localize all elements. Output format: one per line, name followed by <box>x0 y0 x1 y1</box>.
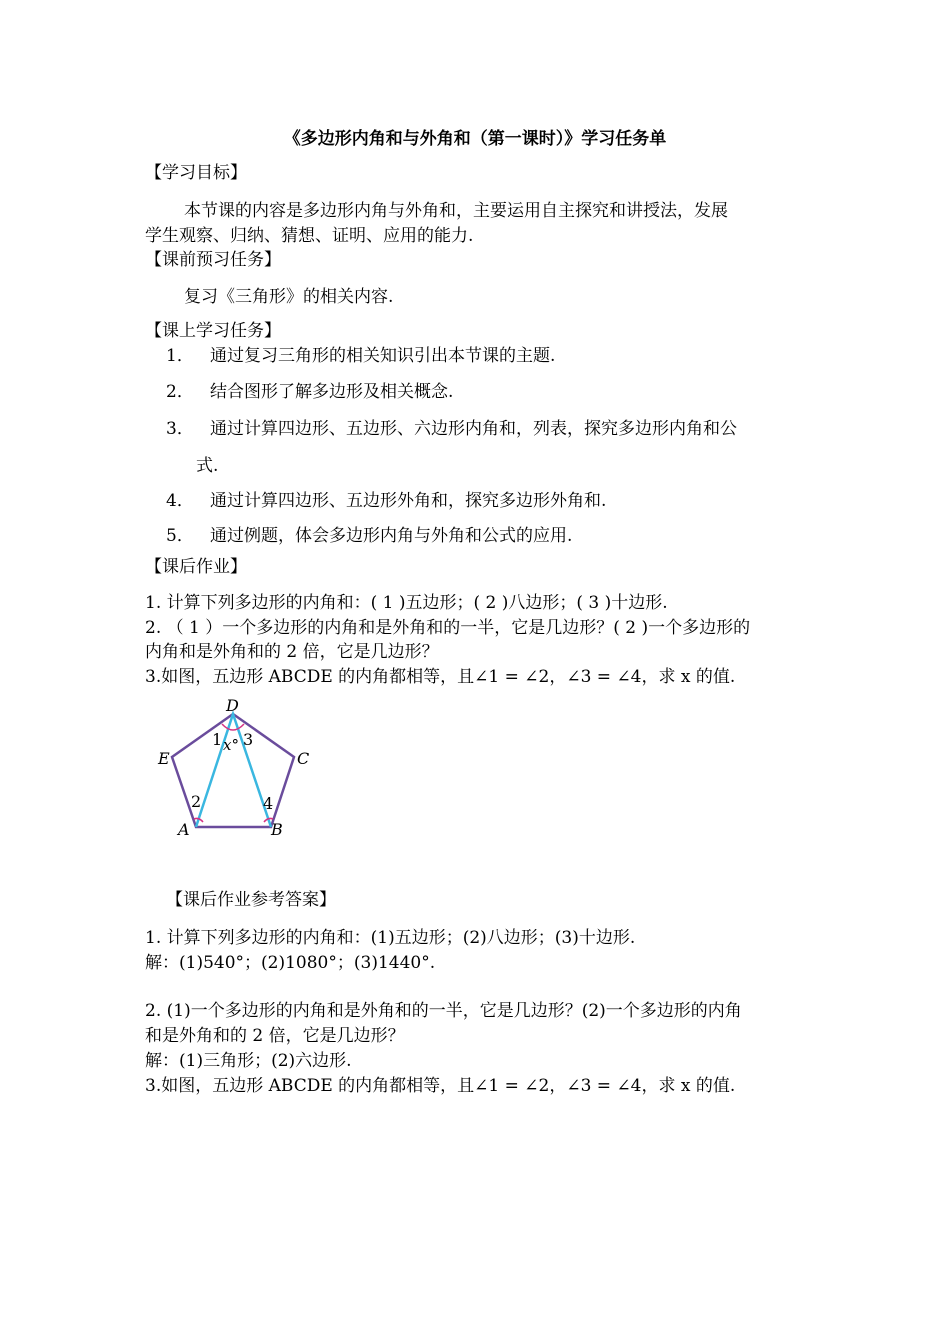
answers-heading: 【课后作业参考答案】 <box>166 890 336 910</box>
homework-heading: 【课后作业】 <box>145 557 247 577</box>
homework-q1: 1. 计算下列多边形的内角和：( 1 )五边形；( 2 )八边形；( 3 )十边形. <box>145 593 668 613</box>
vertex-label-d: D <box>226 696 239 715</box>
answers-q2-line1: 2. (1)一个多边形的内角和是外角和的一半，它是几边形？(2)一个多边形的内角 <box>145 1001 742 1021</box>
angle-label-3: 3 <box>243 730 254 749</box>
item-number: 2． <box>166 382 194 402</box>
item-text: 通过例题，体会多边形内角与外角和公式的应用. <box>210 526 573 546</box>
inclass-item-4 <box>166 490 606 512</box>
answers-a1: 解：(1)540°；(2)1080°；(3)1440°. <box>145 953 436 973</box>
preview-heading: 【课前预习任务】 <box>145 250 281 270</box>
preview-text: 复习《三角形》的相关内容. <box>184 287 394 307</box>
goal-text-line1: 本节课的内容是多边形内角与外角和，主要运用自主探究和讲授法，发展 <box>184 201 728 221</box>
inclass-item-3-continued: 式. <box>196 456 219 476</box>
answers-a2: 解：(1)三角形；(2)六边形. <box>145 1051 352 1071</box>
angle-label-4: 4 <box>263 794 274 813</box>
homework-q2-line2: 内角和是外角和的 2 倍，它是几边形？ <box>145 642 439 662</box>
item-text: 通过计算四边形、五边形、六边形内角和，列表，探究多边形内角和公 <box>210 419 737 439</box>
item-number: 1． <box>166 346 194 366</box>
item-text: 结合图形了解多边形及相关概念. <box>210 382 454 402</box>
vertex-label-b: B <box>271 820 283 839</box>
document-title: 《多边形内角和与外角和（第一课时）》学习任务单 <box>283 129 667 149</box>
inclass-item-2 <box>166 381 453 403</box>
item-number: 4． <box>166 491 194 511</box>
vertex-label-a: A <box>178 820 190 839</box>
answers-q3: 3.如图，五边形 ABCDE 的内角都相等，且∠1 = ∠2，∠3 = ∠4，求 x 的值. <box>145 1076 736 1096</box>
answers-q1: 1. 计算下列多边形的内角和：(1)五边形；(2)八边形；(3)十边形. <box>145 928 636 948</box>
homework-q2-line1: 2. （ 1 ）一个多边形的内角和是外角和的一半，它是几边形？( 2 )一个多边形的 <box>145 618 751 638</box>
item-number: 5． <box>166 526 194 546</box>
answers-q2-line2: 和是外角和的 2 倍，它是几边形？ <box>145 1026 405 1046</box>
goal-text-line2: 学生观察、归纳、猜想、证明、应用的能力. <box>145 226 474 246</box>
item-text: 通过复习三角形的相关知识引出本节课的主题. <box>210 346 556 366</box>
inclass-item-1 <box>166 345 555 367</box>
inclass-heading: 【课上学习任务】 <box>145 321 281 341</box>
goal-heading: 【学习目标】 <box>145 163 247 183</box>
homework-q3: 3.如图，五边形 ABCDE 的内角都相等，且∠1 = ∠2，∠3 = ∠4，求 x 的值. <box>145 667 736 687</box>
inclass-item-5 <box>166 525 572 547</box>
angle-label-2: 2 <box>191 792 202 811</box>
angle-arc-d <box>222 724 244 730</box>
item-number: 3． <box>166 419 194 439</box>
vertex-label-e: E <box>158 749 170 768</box>
angle-label-x: x° <box>223 736 239 754</box>
vertex-label-c: C <box>297 749 310 768</box>
angle-label-1: 1 <box>212 730 223 749</box>
pentagon-figure <box>150 692 350 842</box>
item-text: 通过计算四边形、五边形外角和，探究多边形外角和. <box>210 491 607 511</box>
inclass-item-3 <box>166 418 737 440</box>
